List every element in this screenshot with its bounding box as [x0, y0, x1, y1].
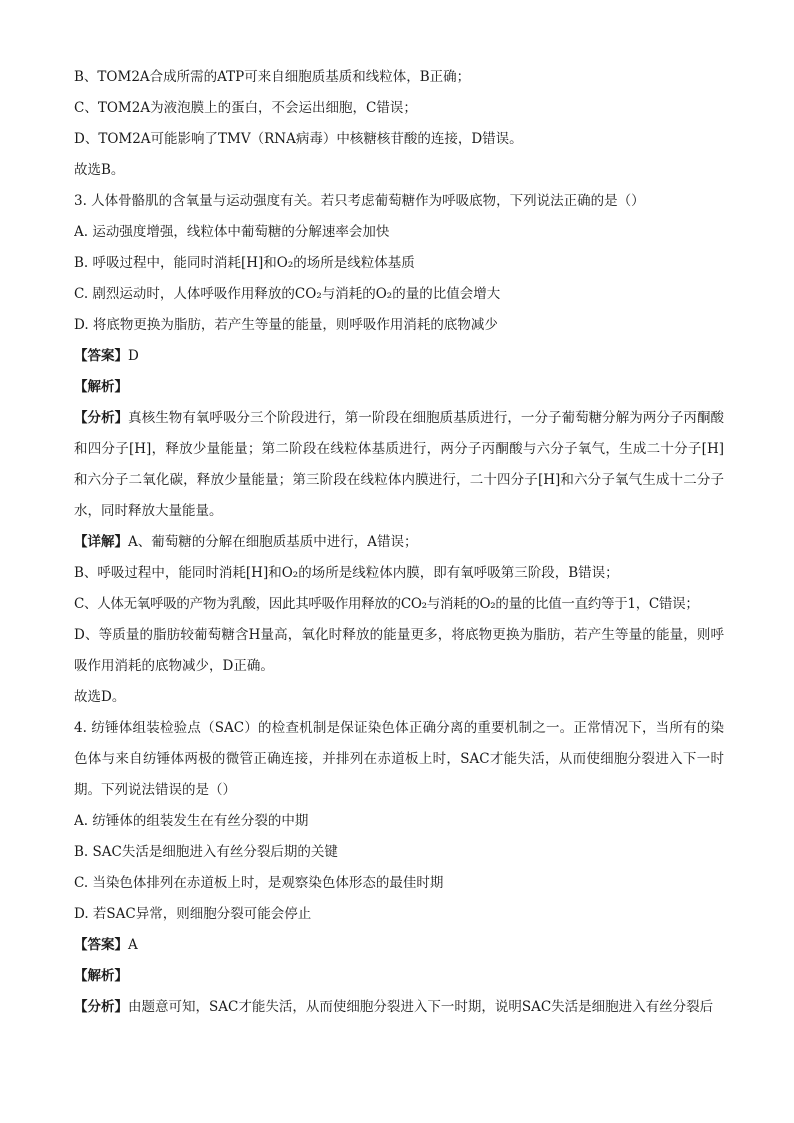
q4-option-c: C. 当染色体排列在赤道板上时，是观察染色体形态的最佳时期 — [74, 875, 444, 891]
q3-xiangjie-c: C、人体无氧呼吸的产物为乳酸，因此其呼吸作用释放的CO₂与消耗的O₂的量的比值一直约等于1，C错误； — [74, 596, 699, 612]
q4-option-a: A. 纺锤体的组装发生在有丝分裂的中期 — [74, 813, 309, 829]
q3-xiangjie-b: B、呼吸过程中，能同时消耗[H]和O₂的场所是线粒体内膜，即有氧呼吸第三阶段，B错误； — [74, 565, 619, 581]
answer-value: D — [128, 348, 139, 364]
prev-analysis-b: B、TOM2A合成所需的ATP可来自细胞质基质和线粒体，B正确； — [74, 69, 471, 85]
answer-tag: 【答案】 — [74, 937, 128, 953]
prev-analysis-d: D、TOM2A可能影响了TMV（RNA病毒）中核糖核苷酸的连接，D错误。 — [74, 131, 523, 147]
q3-xiangjie-a: 【详解】A、葡萄糖的分解在细胞质基质中进行，A错误； — [74, 534, 418, 550]
q3-option-b: B. 呼吸过程中，能同时消耗[H]和O₂的场所是线粒体基质 — [74, 255, 415, 271]
document-page — [74, 62, 724, 1023]
q4-option-b: B. SAC失活是细胞进入有丝分裂后期的关键 — [74, 844, 338, 860]
answer-tag: 【答案】 — [74, 348, 128, 364]
q4-answer — [74, 930, 724, 961]
q4-stem: 4. 纺锤体组装检验点（SAC）的检查机制是保证染色体正确分离的重要机制之一。正常情况下，当所有的染色体与来自纺锤体两极的微管正确连接，并排列在赤道板上时，SAC才能失活，从而使细胞分裂进入下一时期。下列说法错误的是（） — [74, 720, 724, 798]
q3-analysis-title: 【解析】 — [74, 379, 128, 395]
q3-option-c: C. 剧烈运动时，人体呼吸作用释放的CO₂与消耗的O₂的量的比值会增大 — [74, 286, 501, 302]
q4-analysis-title: 【解析】 — [74, 968, 128, 984]
prev-analysis-c: C、TOM2A为液泡膜上的蛋白，不会运出细胞，C错误； — [74, 100, 417, 116]
q3-answer — [74, 341, 724, 372]
q3-fenxi: 【分析】真核生物有氧呼吸分三个阶段进行，第一阶段在细胞质基质进行，一分子葡萄糖分解为两分子丙酮酸和四分子[H]，释放少量能量；第二阶段在线粒体基质进行，两分子丙酮酸与六分子氧气，生成二十分子[H]和六分子二氧化碳，释放少量能量；第三阶段在线粒体内膜进行，二十四分子[H]和六分子氧气生成十二分子水，同时释放大量能量。 — [74, 410, 725, 519]
answer-value: A — [128, 937, 138, 953]
q3-option-d: D. 将底物更换为脂肪，若产生等量的能量，则呼吸作用消耗的底物减少 — [74, 317, 498, 333]
prev-choice: 故选B。 — [74, 162, 125, 178]
q3-stem: 3. 人体骨骼肌的含氧量与运动强度有关。若只考虑葡萄糖作为呼吸底物，下列说法正确的是（） — [74, 193, 645, 209]
q4-fenxi: 【分析】由题意可知，SAC才能失活，从而使细胞分裂进入下一时期，说明SAC失活是细胞进入有丝分裂后 — [74, 999, 714, 1015]
q3-option-a: A. 运动强度增强，线粒体中葡萄糖的分解速率会加快 — [74, 224, 390, 240]
q4-option-d: D. 若SAC异常，则细胞分裂可能会停止 — [74, 906, 312, 922]
q3-xiangjie-d: D、等质量的脂肪较葡萄糖含H量高，氧化时释放的能量更多，将底物更换为脂肪，若产生等量的能量，则呼吸作用消耗的底物减少，D正确。 — [74, 627, 724, 674]
q3-choice: 故选D。 — [74, 689, 126, 705]
